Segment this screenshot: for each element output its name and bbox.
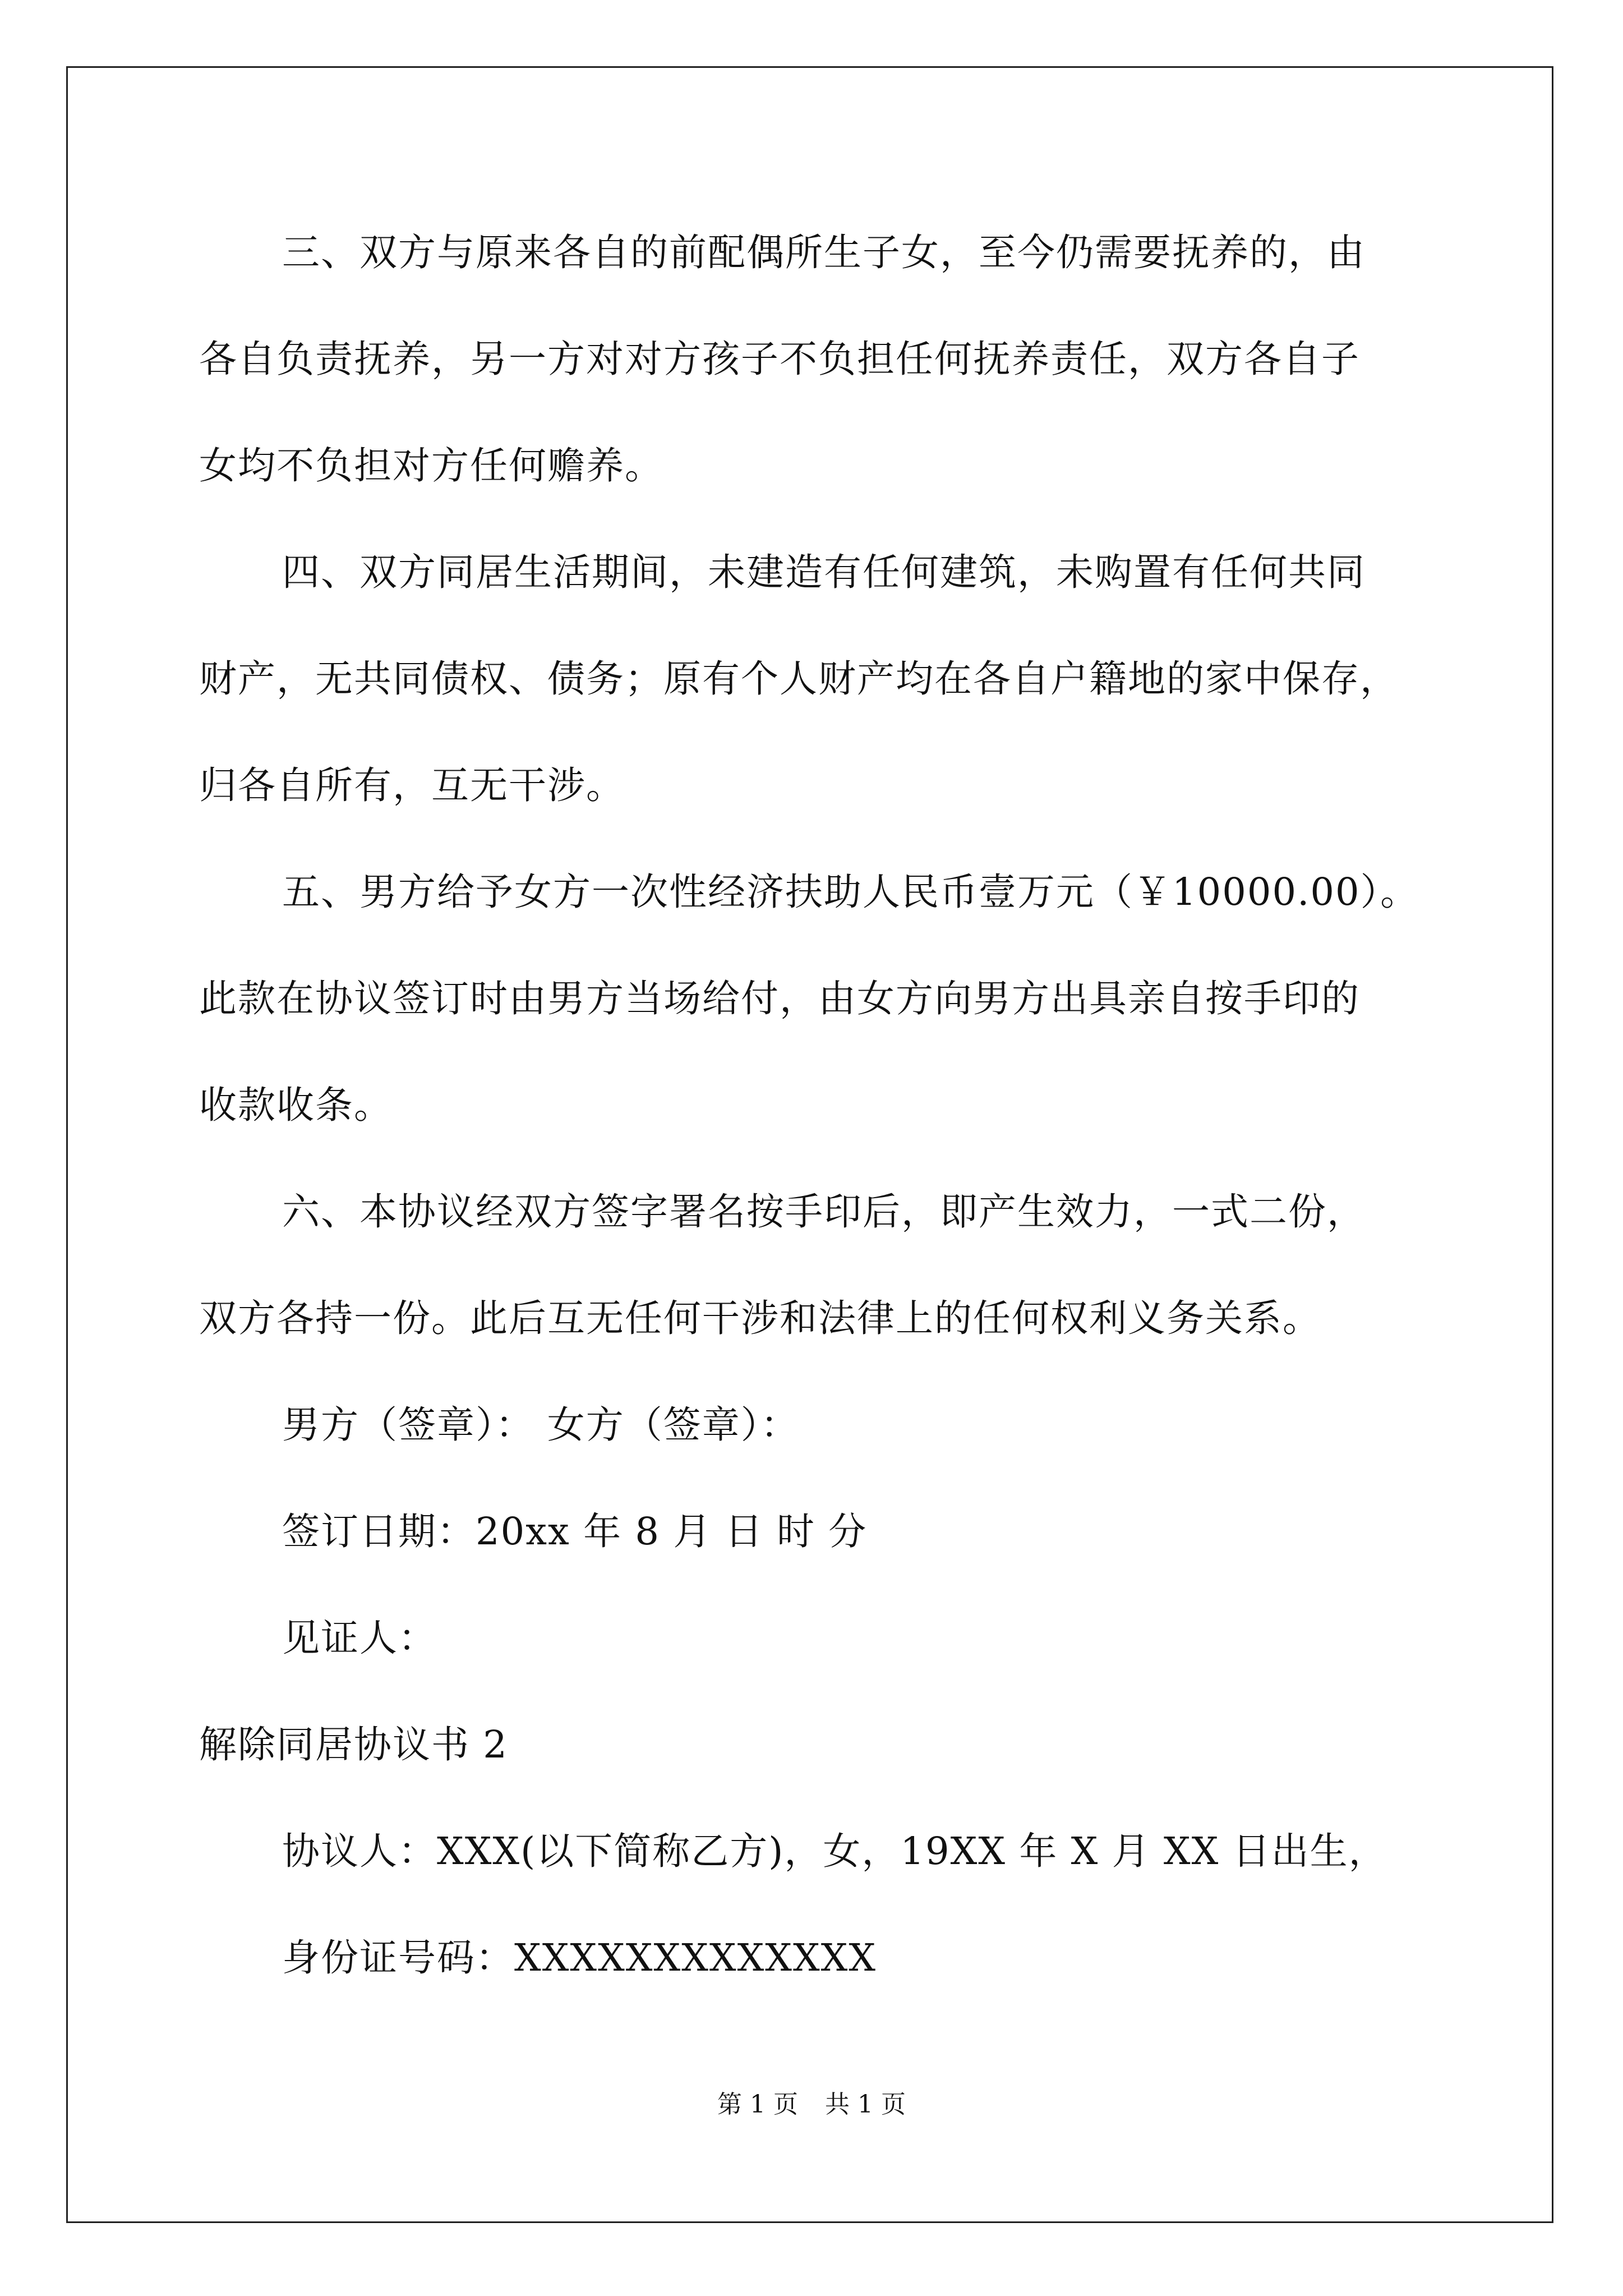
paragraph-4-line-1: 四、双方同居生活期间，未建造有任何建筑，未购置有任何共同 — [282, 550, 1366, 594]
paragraph-3-line-1: 三、双方与原来各自的前配偶所生子女，至今仍需要抚养的，由 — [282, 231, 1366, 274]
paragraph-5-line-3: 收款收条。 — [199, 1083, 393, 1127]
paragraph-3-line-2: 各自负责抚养，另一方对对方孩子不负担任何抚养责任，双方各自子 — [199, 337, 1360, 381]
signature-line: 男方（签章）： 女方（签章）： — [282, 1403, 800, 1447]
page-border — [66, 66, 1553, 2223]
page-total: 共 1 页 — [825, 2090, 906, 2119]
section-title: 解除同居协议书 2 — [199, 1723, 508, 1766]
paragraph-5-line-2: 此款在协议签订时由男方当场给付，由女方向男方出具亲自按手印的 — [199, 977, 1360, 1020]
id-number-line: 身份证号码：XXXXXXXXXXXXX — [282, 1936, 877, 1980]
date-line: 签订日期：20xx 年 8 月 日 时 分 — [282, 1510, 868, 1553]
party-line: 协议人：XXX(以下简称乙方)，女，19XX 年 X 月 XX 日出生， — [282, 1829, 1387, 1873]
paragraph-3-line-3: 女均不负担对方任何赡养。 — [199, 444, 663, 487]
paragraph-4-line-3: 归各自所有，互无干涉。 — [199, 763, 625, 807]
page-number: 第 1 页 — [717, 2090, 798, 2119]
witness-line: 见证人： — [282, 1616, 437, 1660]
page-footer — [0, 2090, 1623, 2120]
paragraph-4-line-2: 财产，无共同债权、债务；原有个人财产均在各自户籍地的家中保存， — [199, 657, 1399, 701]
paragraph-6-line-2: 双方各持一份。此后互无任何干涉和法律上的任何权利义务关系。 — [199, 1296, 1321, 1340]
paragraph-6-line-1: 六、本协议经双方签字署名按手印后，即产生效力，一式二份， — [282, 1190, 1366, 1234]
paragraph-5-line-1: 五、男方给予女方一次性经济扶助人民币壹万元（￥10000.00）。 — [282, 870, 1419, 914]
